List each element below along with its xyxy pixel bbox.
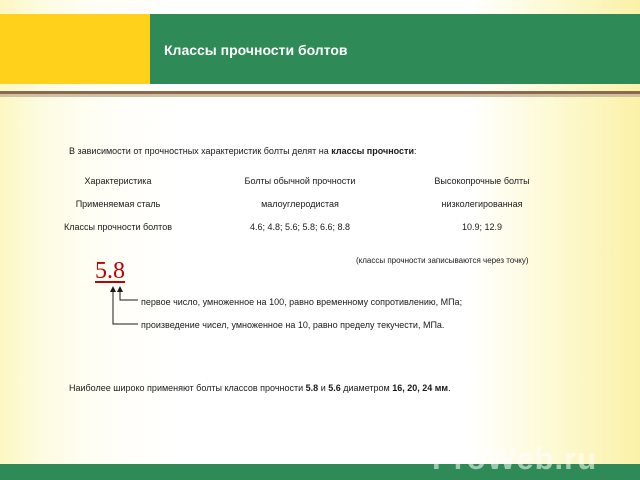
table-header: Характеристика [84,176,152,186]
table-cell: малоуглеродистая [261,199,339,209]
table-cell: низколегированная [441,199,523,209]
summary-text [69,383,451,393]
first-number-explanation: первое число, умноженное на 100, равно временному сопротивлению, МПа; [141,297,463,307]
strength-class-example: 5.8 [95,258,125,284]
summary-mid-1: и [318,383,329,393]
intro-text-main: В зависимости от прочностных характеристик болты делят на [69,146,332,156]
table-cell: Классы прочности болтов [64,222,172,232]
summary-diameters: 16, 20, 24 мм [392,383,449,393]
summary-tail: . [448,383,451,393]
table-header: Высокопрочные болты [434,176,530,186]
bracket-connector-icon [110,286,142,332]
page-title: Классы прочности болтов [164,42,348,58]
table-cell: 4.6; 4.8; 5.6; 5.8; 6.6; 8.8 [249,222,351,232]
table-header: Болты обычной прочности [244,176,356,186]
summary-class-2: 5.6 [328,383,341,393]
divider-line-light [0,94,640,97]
table-cell: 10.9; 12.9 [461,222,503,232]
notation-note: (классы прочности записываются через точку) [356,256,529,265]
header-accent-block [0,14,150,84]
summary-mid-2: диаметром [340,383,393,393]
summary-class-1: 5.8 [305,383,319,393]
summary-pre: Наиболее широко применяют болты классов прочности [69,383,306,393]
intro-text [69,146,417,156]
header-bar [150,14,640,84]
second-number-explanation: произведение чисел, умноженное на 10, равно пределу текучести, МПа. [141,320,445,330]
table-cell: Применяемая сталь [75,199,161,209]
intro-text-bold: классы прочности [331,146,414,156]
watermark: ProWeb.ru [432,441,598,476]
intro-text-tail: : [413,146,417,156]
